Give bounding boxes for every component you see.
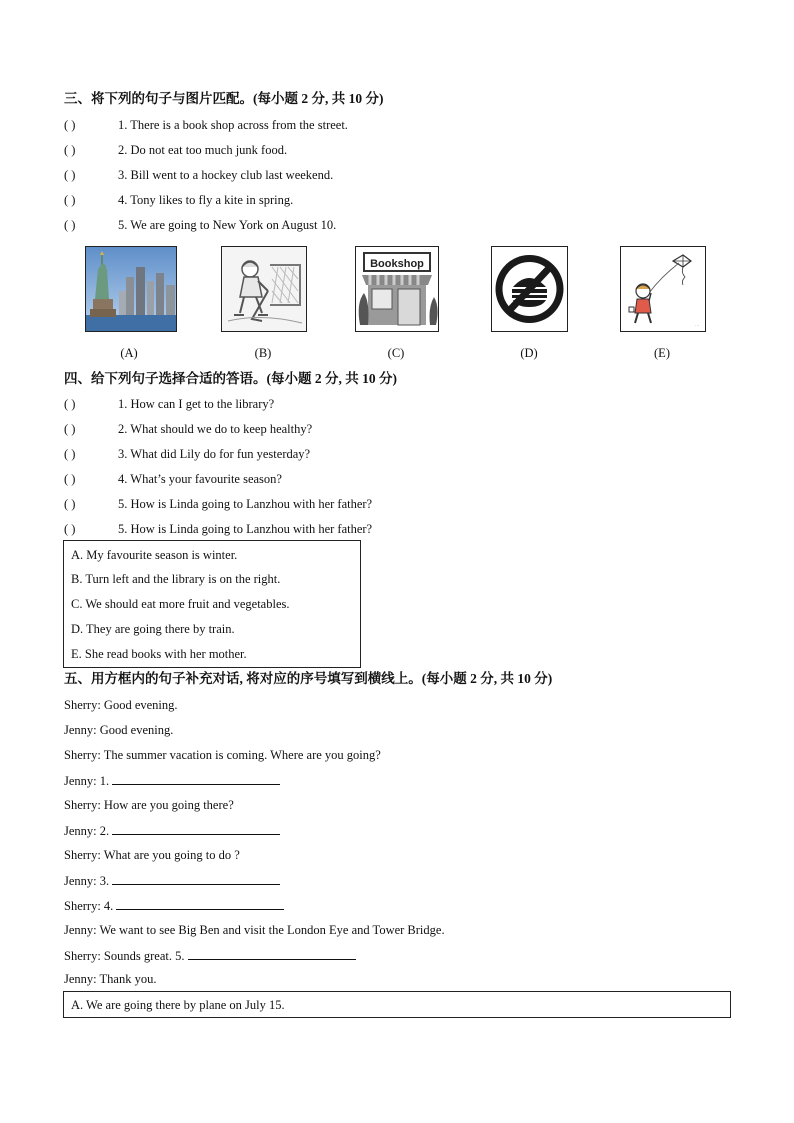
picture-caption-b: (B)	[254, 346, 272, 360]
section3-item-1: ( ) 1. There is a book shop across from the street.	[64, 118, 348, 132]
answer-paren[interactable]: ( )	[64, 522, 76, 536]
picture-caption-c: (C)	[387, 346, 405, 360]
answer-paren[interactable]: ( )	[64, 497, 76, 511]
no-burger-sign-picture	[491, 246, 568, 332]
section4-item-4: ( ) 4. What’s your favourite season?	[64, 472, 282, 486]
section4-option-b: B. Turn left and the library is on the right.	[71, 572, 281, 586]
dialogue-line-6: Jenny: 2.	[64, 822, 280, 839]
hockey-player-picture	[221, 246, 307, 332]
answer-paren[interactable]: ( )	[64, 118, 76, 132]
answer-paren[interactable]: ( )	[64, 218, 76, 232]
dialogue-line-8: Jenny: 3.	[64, 872, 280, 889]
answer-paren[interactable]: ( )	[64, 447, 76, 461]
answer-blank-3[interactable]	[112, 872, 280, 885]
dialogue-line-5: Sherry: How are you going there?	[64, 798, 234, 812]
answer-paren[interactable]: ( )	[64, 472, 76, 486]
answer-blank-4[interactable]	[116, 897, 284, 910]
section3-item-5: ( ) 5. We are going to New York on August 10.	[64, 218, 337, 232]
dialogue-line-12: Jenny: Thank you.	[64, 972, 157, 986]
section4-item-1: ( ) 1. How can I get to the library?	[64, 397, 275, 411]
picture-caption-e: (E)	[654, 346, 670, 360]
dialogue-line-3: Sherry: The summer vacation is coming. Where are you going?	[64, 748, 381, 762]
answer-paren[interactable]: ( )	[64, 193, 76, 207]
answer-paren[interactable]: ( )	[64, 397, 76, 411]
dialogue-line-11: Sherry: Sounds great. 5.	[64, 947, 356, 964]
dialogue-line-7: Sherry: What are you going to do ?	[64, 848, 240, 862]
section5-heading: 五、用方框内的句子补充对话, 将对应的序号填写到横线上。(每小题 2 分, 共 10 分)	[64, 671, 553, 686]
answer-paren[interactable]: ( )	[64, 143, 76, 157]
section4-item-5: ( ) 5. How is Linda going to Lanzhou with her father?	[64, 497, 373, 511]
kite-boy-picture	[620, 246, 706, 332]
answer-blank-2[interactable]	[112, 822, 280, 835]
picture-caption-a: (A)	[120, 346, 138, 360]
dialogue-line-9: Sherry: 4.	[64, 897, 284, 914]
bookshop-picture	[355, 246, 439, 332]
dialogue-line-10: Jenny: We want to see Big Ben and visit the London Eye and Tower Bridge.	[64, 923, 445, 937]
section4-item-6: ( ) 5. How is Linda going to Lanzhou with her father?	[64, 522, 373, 536]
section4-heading: 四、给下列句子选择合适的答语。(每小题 2 分, 共 10 分)	[64, 371, 397, 386]
section4-option-d: D. They are going there by train.	[71, 622, 235, 636]
bookshop-sign-text: Bookshop	[370, 258, 424, 270]
answer-paren[interactable]: ( )	[64, 422, 76, 436]
section3-item-4: ( ) 4. Tony likes to fly a kite in spring.	[64, 193, 294, 207]
section4-option-e: E. She read books with her mother.	[71, 647, 247, 661]
dialogue-line-1: Sherry: Good evening.	[64, 698, 178, 712]
picture-caption-d: (D)	[520, 346, 538, 360]
section4-option-c: C. We should eat more fruit and vegetables.	[71, 597, 290, 611]
dialogue-line-2: Jenny: Good evening.	[64, 723, 174, 737]
section3-item-2: ( ) 2. Do not eat too much junk food.	[64, 143, 288, 157]
section4-option-a: A. My favourite season is winter.	[71, 548, 238, 562]
dialogue-line-4: Jenny: 1.	[64, 772, 280, 789]
answer-blank-1[interactable]	[112, 772, 280, 785]
section3-heading: 三、将下列的句子与图片匹配。(每小题 2 分, 共 10 分)	[64, 91, 384, 106]
section3-item-3: ( ) 3. Bill went to a hockey club last weekend.	[64, 168, 334, 182]
answer-paren[interactable]: ( )	[64, 168, 76, 182]
answer-blank-5[interactable]	[188, 947, 356, 960]
section4-item-2: ( ) 2. What should we do to keep healthy?	[64, 422, 313, 436]
section4-item-3: ( ) 3. What did Lily do for fun yesterday?	[64, 447, 311, 461]
section5-option-a: A. We are going there by plane on July 15.	[71, 998, 285, 1012]
statue-of-liberty-picture	[85, 246, 177, 332]
svg-text:···: ···	[695, 323, 699, 328]
